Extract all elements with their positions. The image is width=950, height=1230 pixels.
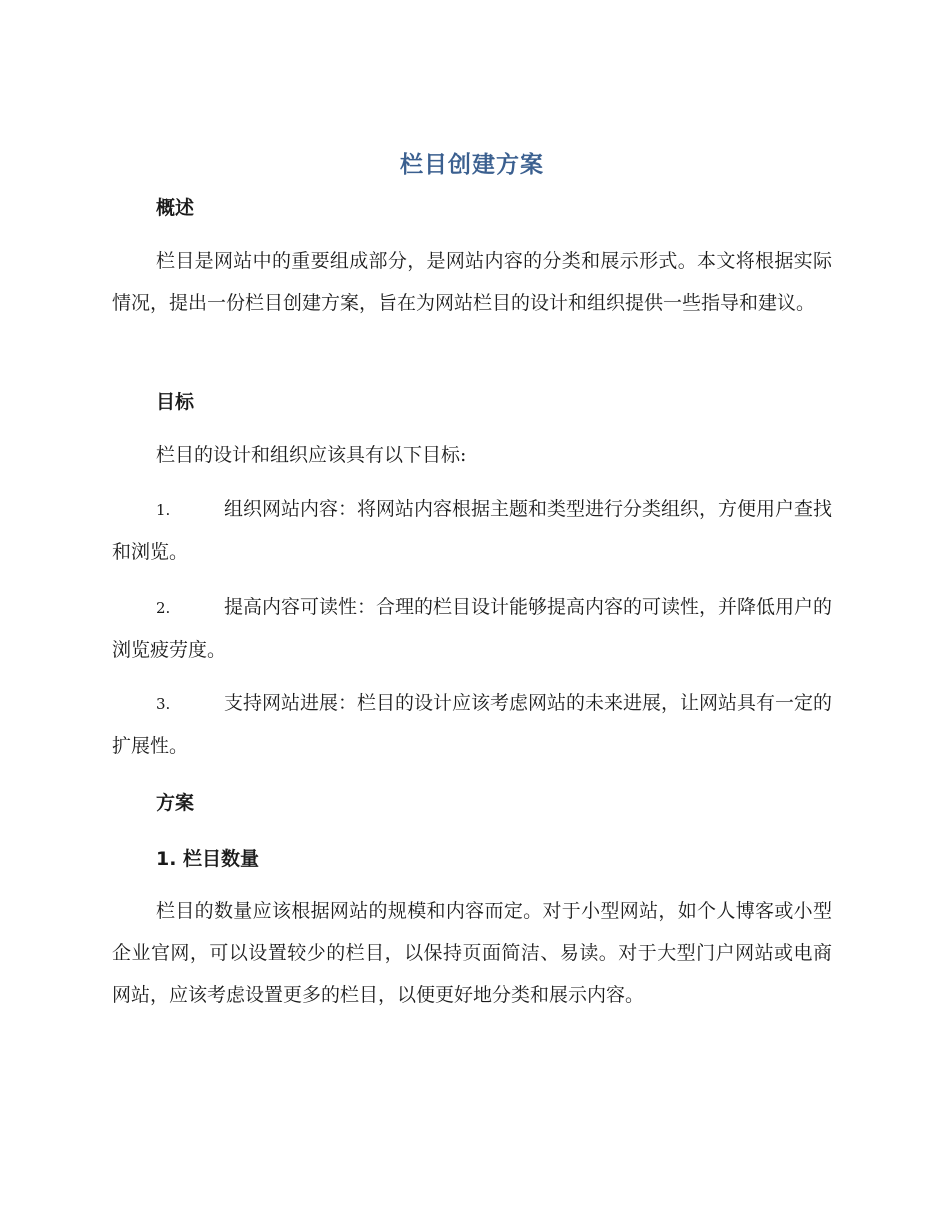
section-heading-plan: 方案 xyxy=(156,792,195,814)
subsection-heading-column-count: 1. 栏目数量 xyxy=(156,848,260,870)
goal-item-2 xyxy=(112,586,832,671)
goal-text-3: 支持网站进展：栏目的设计应该考虑网站的未来进展，让网站具有一定的扩展性。 xyxy=(112,692,833,757)
document-title: 栏目创建方案 xyxy=(400,152,544,178)
goal-number-2: 2. xyxy=(156,599,171,617)
overview-paragraph: 栏目是网站中的重要组成部分，是网站内容的分类和展示形式。本文将根据实际情况，提出一份栏目创建方案，旨在为网站栏目的设计和组织提供一些指导和建议。 xyxy=(112,250,832,314)
section-heading-goals: 目标 xyxy=(156,391,195,413)
goal-item-3 xyxy=(112,682,832,767)
goal-text-1: 组织网站内容：将网站内容根据主题和类型进行分类组织，方便用户查找和浏览。 xyxy=(112,498,833,563)
goals-intro-paragraph: 栏目的设计和组织应该具有以下目标: xyxy=(156,444,467,466)
goal-number-1: 1. xyxy=(156,501,171,519)
goal-number-3: 3. xyxy=(156,695,171,713)
section-heading-overview: 概述 xyxy=(156,197,195,219)
column-count-paragraph: 栏目的数量应该根据网站的规模和内容而定。对于小型网站，如个人博客或小型企业官网，可以设置较少的栏目，以保持页面简洁、易读。对于大型门户网站或电商网站，应该考虑设置更多的栏目，以便更好地分类和展示内容。 xyxy=(112,900,832,1006)
goal-text-2: 提高内容可读性：合理的栏目设计能够提高内容的可读性，并降低用户的浏览疲劳度。 xyxy=(112,596,833,661)
goal-item-1 xyxy=(112,488,832,573)
